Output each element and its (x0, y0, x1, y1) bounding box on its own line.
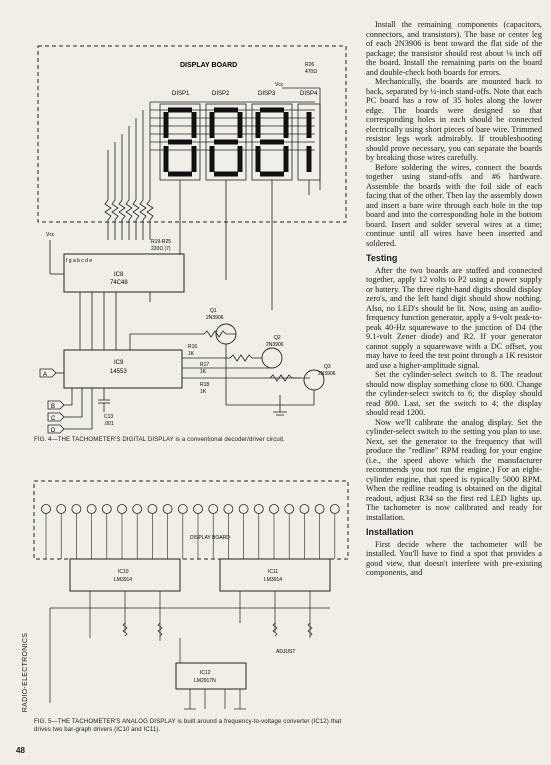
q1-label: Q1 (210, 308, 217, 314)
ic9-part: 14553 (110, 369, 127, 375)
r18-label: R18 (200, 382, 210, 388)
heading-testing: Testing (366, 253, 398, 263)
paragraph: Mechanically, the boards are mounted back to back, separated by ½-inch stand-offs. Note that each PC board has a row of 35 holes along the lower edge. The boards were designed so that corresponding holes in each should be connected electrically using short pieces of bare wire. Trimmed resistor legs work admirably. If troubleshooting should prove necessary, you can separate the boards by breaking those wires carefully. (366, 77, 542, 162)
ic8-part: 74C48 (110, 280, 128, 286)
ic9-label: IC9 (114, 360, 124, 366)
ic12-part: LM2917N (194, 678, 216, 684)
led-row (42, 505, 340, 560)
r17-value: 1K (200, 369, 207, 375)
q2-label: Q2 (274, 335, 281, 341)
q3-label: Q3 (324, 364, 331, 370)
fig5-display-board: DISPLAY BOARD (190, 535, 230, 541)
paragraph: Install the remaining components (capacitors, connectors, and transistors). The base or center leg of each 2N3906 is bent toward the flat side of the package; the transistor should rest about ⅛ inch off the board. Install the remaining parts on the board and double-check both boards for errors. (366, 20, 542, 77)
q1-part: 2N3906 (206, 315, 224, 321)
page-number: 48 (16, 746, 25, 755)
fig4-caption: FIG. 4—THE TACHOMETER'S DIGITAL DISPLAY is a conventional decoder/driver circuit. (34, 436, 285, 443)
r26-value: 470Ω (305, 69, 318, 75)
fig5-schematic (30, 473, 352, 719)
led-10 (178, 505, 187, 514)
led-1 (42, 505, 51, 514)
led-20 (330, 505, 339, 514)
led-2 (57, 505, 66, 514)
fig4-schematic (30, 40, 352, 435)
paragraph: Before soldering the wires, connect the boards together using stand-offs and #6 hardware. Assemble the boards with the foil side of each facing that of the other. Then lay the assembly down and insert a bare wire through each hole in the top board and into the corresponding hole in the bottom board. Insert and solder several wires at a time; continue until all wires have been inserted and soldered. (366, 162, 542, 248)
led-17 (285, 505, 294, 514)
paragraph: After the two boards are stuffed and connected together, apply 12 volts to P2 using a power supply or battery. The three right-hand digits should display zero's, and the left hand digit should show nothing. Also, no LED's should be lit. Now, using an audio-frequency function generator, apply a 9-volt peak-to-peak 40-Hz squarewave to the junction of D4 (the 9.1-volt Zener diode) and R2. If your generator cannot supply a squarewave with a DC offset, you may have to feed the test point through a 1K resistor and use a higher-amplitude signal. (366, 265, 542, 370)
led-3 (72, 505, 81, 514)
q2-part: 2N3906 (266, 342, 284, 348)
display-board-title: DISPLAY BOARD (180, 62, 238, 69)
led-4 (87, 505, 96, 514)
led-5 (102, 505, 111, 514)
c13-value: .001 (104, 421, 114, 427)
svg-text:D: D (51, 428, 56, 434)
c13-label: C13 (104, 414, 114, 420)
ic10-label: IC10 (118, 569, 129, 575)
vcc-top-label: Vcc (275, 82, 284, 88)
r19-value: 220Ω (7) (151, 246, 171, 252)
led-14 (239, 505, 248, 514)
heading-installation: Installation (366, 527, 414, 537)
ic12-chip (176, 663, 246, 689)
adjust-label: ADJUST (276, 649, 296, 655)
disp1-label: DISP1 (172, 91, 190, 97)
disp2-label: DISP2 (212, 91, 230, 97)
r19-label: R19-R25 (151, 239, 172, 245)
ic10-chip (70, 559, 180, 591)
svg-text:C: C (51, 416, 56, 422)
article-column (366, 20, 542, 578)
paragraph: Set the cylinder-select switch to 8. The readout should now display something close to 600. Change the cylinder-select switch to 6; the display should read 800. Last, set the switch to 4; the display should read 1200. (366, 370, 542, 417)
led-board-outline (34, 481, 348, 559)
seg-letters: f g a b c d e (66, 258, 93, 264)
connector-b (48, 401, 64, 410)
connector-d (48, 425, 64, 434)
ic11-label: IC11 (268, 569, 279, 575)
led-9 (163, 505, 172, 514)
led-7 (133, 505, 142, 514)
ic11-chip (220, 559, 330, 591)
ic12-label: IC12 (200, 670, 211, 676)
led-18 (300, 505, 309, 514)
ic10-part: LM3914 (114, 577, 133, 583)
connector-c (48, 413, 64, 422)
led-11 (194, 505, 203, 514)
q3-part: 2N3906 (318, 371, 336, 377)
svg-text:B: B (51, 404, 56, 410)
connector-a (40, 369, 64, 378)
led-12 (209, 505, 218, 514)
svg-text:A: A (43, 372, 48, 378)
paragraph: First decide where the tachometer will be installed. You'll have to find a spot that provides a good view, that doesn't interfere with pre-existing components, and (366, 539, 542, 577)
magazine-name-vertical: RADIO-ELECTRONICS (22, 632, 30, 713)
vcc-left-label: Vcc (46, 232, 55, 238)
r26-label: R26 (305, 62, 315, 68)
led-16 (270, 505, 279, 514)
fig5-caption: FIG. 5—THE TACHOMETER'S ANALOG DISPLAY is built around a frequency-to-voltage converter (IC12) that drives two bar-graph drivers (IC10 and IC11). (34, 718, 342, 733)
paragraph: Now we'll calibrate the analog display. Set the cylinder-select switch to the setting you plan to use. Next, set the generator to the frequency that will produce the "redline" RPM reading for your engine (i.e., the speed above which the manufacturer recommends you not run the engine.) For an eight-cylinder engine, that speed is typically 5000 RPM. When the redline reading is obtained on the digital readout, adjust R34 so the first red LED lights up. The tachometer is now calibrated and ready for installation. (366, 417, 542, 522)
r18-value: 1K (200, 389, 207, 395)
disp3-label: DISP3 (258, 91, 276, 97)
led-8 (148, 505, 157, 514)
led-15 (254, 505, 263, 514)
disp4-label: DISP4 (300, 91, 318, 97)
ic11-part: LM3914 (264, 577, 283, 583)
r16-label: R16 (188, 344, 198, 350)
led-19 (315, 505, 324, 514)
q2-symbol (262, 348, 282, 368)
ic8-label: IC8 (114, 272, 124, 278)
led-6 (118, 505, 127, 514)
r16-value: 1K (188, 351, 195, 357)
r17-label: R17 (200, 362, 210, 368)
resistor-array (105, 200, 153, 240)
led-13 (224, 505, 233, 514)
